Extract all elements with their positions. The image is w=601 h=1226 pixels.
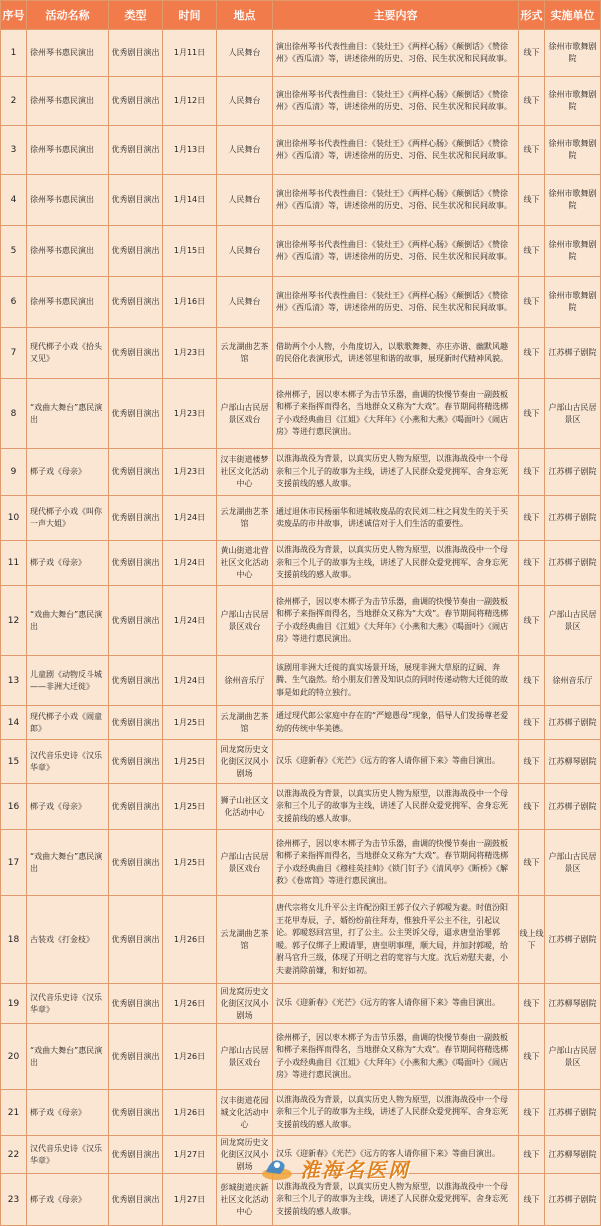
cell-form: 线下 [519, 1174, 545, 1226]
table-row [1, 541, 601, 586]
cell-place: 云龙湖曲艺茶馆 [217, 896, 273, 984]
cell-content: 以淮海战役为背景，以真实历史人物为原型，以淮海战役中一个母亲和三个儿子的故事为主线，讲述了人民群众爱党拥军、舍身忘死支援前线的感人故事。 [273, 1090, 519, 1136]
cell-date: 1月23日 [163, 328, 217, 379]
cell-name: 汉代音乐史诗《汉乐华章》 [27, 984, 109, 1024]
cell-org: 江苏柳琴剧院 [545, 984, 601, 1024]
cell-no: 17 [1, 830, 27, 896]
cell-place: 汉丰街道楼梦社区文化活动中心 [217, 449, 273, 496]
cell-place: 人民舞台 [217, 77, 273, 126]
cell-form: 线下 [519, 706, 545, 740]
header-name: 活动名称 [27, 1, 109, 30]
cell-name: 现代梆子小戏《拾头又见》 [27, 328, 109, 379]
cell-type: 优秀剧目演出 [109, 449, 163, 496]
cell-content: 徐州梆子，因以枣木梆子为击节乐器，曲调的快慢节奏由一副鼓板和梆子来指挥而得名，当地群众又称为“大戏”。春节期间将精选梆子小戏经典曲目《穆桂英挂帅》《锁门钉子》《清风亭》《断桥》《解救》《卷席筒》等进行惠民演出。 [273, 830, 519, 896]
cell-no: 5 [1, 226, 27, 277]
table-row [1, 586, 601, 656]
cell-content: 以淮海战役为背景，以真实历史人物为原型，以淮海战役中一个母亲和三个儿子的故事为主线，讲述了人民群众爱党拥军、舍身忘死支援前线的感人故事。 [273, 449, 519, 496]
cell-type: 优秀剧目演出 [109, 77, 163, 126]
cell-date: 1月24日 [163, 541, 217, 586]
cell-type: 优秀剧目演出 [109, 328, 163, 379]
cell-content: 演出徐州琴书代表性曲目：《装灶王》《两样心肠》《颠倒话》《赞徐州》《西瓜清》等，讲述徐州的历史、习俗、民生状况和民间故事。 [273, 126, 519, 175]
cell-name: 现代梆子小戏《闹童郎》 [27, 706, 109, 740]
cell-name: 梆子戏《母亲》 [27, 1090, 109, 1136]
cell-org: 徐州市歌舞剧院 [545, 126, 601, 175]
cell-org: 徐州市歌舞剧院 [545, 30, 601, 77]
cell-no: 19 [1, 984, 27, 1024]
header-date: 时间 [163, 1, 217, 30]
cell-content: 汉乐《迎新春》《光芒》《远方的客人请你留下来》等曲目演出。 [273, 984, 519, 1024]
cell-form: 线下 [519, 541, 545, 586]
cell-content: 演出徐州琴书代表性曲目：《装灶王》《两样心肠》《颠倒话》《赞徐州》《西瓜清》等，讲述徐州的历史、习俗、民生状况和民间故事。 [273, 226, 519, 277]
cell-date: 1月25日 [163, 740, 217, 784]
cell-name: 梆子戏《母亲》 [27, 784, 109, 830]
table-row [1, 984, 601, 1024]
cell-name: 汉代音乐史诗《汉乐华章》 [27, 740, 109, 784]
cell-date: 1月12日 [163, 77, 217, 126]
cell-name: 徐州琴书惠民演出 [27, 277, 109, 328]
cell-type: 优秀剧目演出 [109, 740, 163, 784]
cell-type: 优秀剧目演出 [109, 830, 163, 896]
cell-name: 梆子戏《母亲》 [27, 1174, 109, 1226]
cell-type: 优秀剧目演出 [109, 1136, 163, 1174]
cell-name: 儿童剧《动物反斗城——非洲大迁徙》 [27, 656, 109, 706]
table-row [1, 706, 601, 740]
table-row [1, 30, 601, 77]
cell-place: 户部山古民居景区戏台 [217, 1024, 273, 1090]
cell-org: 江苏梆子剧院 [545, 1090, 601, 1136]
cell-org: 徐州市歌舞剧院 [545, 175, 601, 226]
cell-place: 户部山古民居景区戏台 [217, 379, 273, 449]
cell-type: 优秀剧目演出 [109, 1090, 163, 1136]
cell-org: 徐州市歌舞剧院 [545, 277, 601, 328]
cell-date: 1月24日 [163, 496, 217, 541]
table-row [1, 226, 601, 277]
cell-form: 线下 [519, 496, 545, 541]
cell-org: 江苏梆子剧院 [545, 1174, 601, 1226]
cell-content: 徐州梆子，因以枣木梆子为击节乐器，曲调的快慢节奏由一副鼓板和梆子来指挥而得名，当地群众又称为“大戏”。春节期间将精选梆子小戏经典曲目《江姐》《大拜年》《小燕和大燕》《喝面叶》《闹店房》等进行惠民演出。 [273, 379, 519, 449]
cell-form: 线下 [519, 77, 545, 126]
cell-org: 江苏梆子剧院 [545, 706, 601, 740]
table-row [1, 126, 601, 175]
cell-org: 江苏梆子剧院 [545, 896, 601, 984]
cell-no: 14 [1, 706, 27, 740]
cell-type: 优秀剧目演出 [109, 784, 163, 830]
table-row [1, 1024, 601, 1090]
cell-type: 优秀剧目演出 [109, 1024, 163, 1090]
cell-type: 优秀剧目演出 [109, 656, 163, 706]
header-no: 序号 [1, 1, 27, 30]
cell-date: 1月26日 [163, 1090, 217, 1136]
cell-no: 13 [1, 656, 27, 706]
cell-no: 10 [1, 496, 27, 541]
cell-date: 1月11日 [163, 30, 217, 77]
cell-name: 徐州琴书惠民演出 [27, 77, 109, 126]
cell-org: 徐州市歌舞剧院 [545, 77, 601, 126]
cell-type: 优秀剧目演出 [109, 277, 163, 328]
cell-place: 云龙湖曲艺茶馆 [217, 328, 273, 379]
header-row [1, 1, 601, 30]
cell-place: 人民舞台 [217, 277, 273, 328]
header-org: 实施单位 [545, 1, 601, 30]
cell-content: 通过现代郎公家庭中存在的“严媳愚母”现象，倡导人们发扬尊老爱幼的传统中华美德。 [273, 706, 519, 740]
cell-name: “戏曲大舞台”惠民演出 [27, 830, 109, 896]
cell-date: 1月13日 [163, 126, 217, 175]
cell-no: 2 [1, 77, 27, 126]
cell-org: 户部山古民居景区 [545, 830, 601, 896]
header-form: 形式 [519, 1, 545, 30]
cell-no: 6 [1, 277, 27, 328]
cell-form: 线下 [519, 784, 545, 830]
cell-form: 线下 [519, 30, 545, 77]
cell-content: 唐代宗将女儿升平公主许配汾阳王郭子仪六子郭暧为妻。时值汾阳王花甲寿辰，子、婿纷纷前往拜寿，惟独升平公主不往，引起议论。郭暧怒回宫里，打了公主。公主哭诉父母，逼求唐皇治罪郭暧。郭子仪绑子上殿请罪，唐皇明事理，顺大局，并加封郭暧，给驸马官升三级，体现了开明之君的宽容与大度。沈后劝慰夫妻，小夫妻消除前嫌，和好如初。 [273, 896, 519, 984]
cell-form: 线上线下 [519, 896, 545, 984]
cell-form: 线下 [519, 449, 545, 496]
cell-type: 优秀剧目演出 [109, 1174, 163, 1226]
cell-form: 线下 [519, 1024, 545, 1090]
cell-org: 江苏梆子剧院 [545, 449, 601, 496]
cell-content: 该剧用非洲大迁徙的真实场景开场，展现非洲大草原的辽阔、奔腾、生气盎然。给小朋友们普及知识点的同时传递动物大迁徙的故事是如此的特立独行。 [273, 656, 519, 706]
cell-place: 人民舞台 [217, 30, 273, 77]
cell-content: 以淮海战役为背景，以真实历史人物为原型，以淮海战役中一个母亲和三个儿子的故事为主线，讲述了人民群众爱党拥军、舍身忘死支援前线的感人故事。 [273, 784, 519, 830]
cell-place: 汉丰街道花园城文化活动中心 [217, 1090, 273, 1136]
cell-org: 户部山古民居景区 [545, 586, 601, 656]
table-row [1, 77, 601, 126]
table-row [1, 277, 601, 328]
cell-no: 8 [1, 379, 27, 449]
table-row [1, 379, 601, 449]
table-row [1, 830, 601, 896]
cell-form: 线下 [519, 656, 545, 706]
cell-date: 1月23日 [163, 379, 217, 449]
cell-content: 演出徐州琴书代表性曲目：《装灶王》《两样心肠》《颠倒话》《赞徐州》《西瓜清》等，讲述徐州的历史、习俗、民生状况和民间故事。 [273, 277, 519, 328]
cell-name: “戏曲大舞台”惠民演出 [27, 379, 109, 449]
cell-place: 回龙窝历史文化街区汉风小剧场 [217, 1136, 273, 1174]
cell-content: 以淮海战役为背景，以真实历史人物为原型，以淮海战役中一个母亲和三个儿子的故事为主线，讲述了人民群众爱党拥军、舍身忘死支援前线的感人故事。 [273, 541, 519, 586]
table-row [1, 496, 601, 541]
cell-name: “戏曲大舞台”惠民演出 [27, 586, 109, 656]
cell-no: 3 [1, 126, 27, 175]
cell-place: 云龙湖曲艺茶馆 [217, 706, 273, 740]
cell-org: 徐州音乐厅 [545, 656, 601, 706]
cell-no: 11 [1, 541, 27, 586]
cell-type: 优秀剧目演出 [109, 706, 163, 740]
cell-place: 云龙湖曲艺茶馆 [217, 496, 273, 541]
cell-place: 人民舞台 [217, 226, 273, 277]
cell-content: 汉乐《迎新春》《光芒》《远方的客人请你留下来》等曲目演出。 [273, 1136, 519, 1174]
cell-date: 1月16日 [163, 277, 217, 328]
cell-name: 古装戏《打金枝》 [27, 896, 109, 984]
cell-form: 线下 [519, 226, 545, 277]
cell-date: 1月27日 [163, 1174, 217, 1226]
cell-name: 梆子戏《母亲》 [27, 449, 109, 496]
cell-form: 线下 [519, 830, 545, 896]
cell-name: 徐州琴书惠民演出 [27, 226, 109, 277]
cell-content: 通过退休市民杨丽华和进城收废品的农民刘二柱之间发生的关于买卖废品的市井故事，讲述诚信对于人们生活的重要性。 [273, 496, 519, 541]
cell-place: 户部山古民居景区戏台 [217, 586, 273, 656]
cell-type: 优秀剧目演出 [109, 126, 163, 175]
cell-date: 1月15日 [163, 226, 217, 277]
cell-date: 1月25日 [163, 784, 217, 830]
cell-name: 徐州琴书惠民演出 [27, 126, 109, 175]
cell-content: 以淮海战役为背景，以真实历史人物为原型，以淮海战役中一个母亲和三个儿子的故事为主线，讲述了人民群众爱党拥军、舍身忘死支援前线的感人故事。 [273, 1174, 519, 1226]
cell-form: 线下 [519, 175, 545, 226]
cell-type: 优秀剧目演出 [109, 541, 163, 586]
cell-type: 优秀剧目演出 [109, 586, 163, 656]
cell-org: 户部山古民居景区 [545, 1024, 601, 1090]
cell-type: 优秀剧目演出 [109, 175, 163, 226]
cell-place: 回龙窝历史文化街区汉风小剧场 [217, 984, 273, 1024]
table-row [1, 175, 601, 226]
cell-type: 优秀剧目演出 [109, 30, 163, 77]
cell-no: 18 [1, 896, 27, 984]
cell-form: 线下 [519, 1136, 545, 1174]
cell-name: “戏曲大舞台”惠民演出 [27, 1024, 109, 1090]
cell-place: 人民舞台 [217, 175, 273, 226]
cell-form: 线下 [519, 126, 545, 175]
cell-no: 1 [1, 30, 27, 77]
table-row [1, 740, 601, 784]
header-type: 类型 [109, 1, 163, 30]
cell-org: 徐州市歌舞剧院 [545, 226, 601, 277]
cell-date: 1月25日 [163, 706, 217, 740]
table-row [1, 656, 601, 706]
cell-org: 江苏柳琴剧院 [545, 1136, 601, 1174]
cell-no: 12 [1, 586, 27, 656]
cell-type: 优秀剧目演出 [109, 896, 163, 984]
cell-no: 20 [1, 1024, 27, 1090]
cell-type: 优秀剧目演出 [109, 984, 163, 1024]
table-row [1, 1136, 601, 1174]
cell-form: 线下 [519, 740, 545, 784]
table-row [1, 1090, 601, 1136]
cell-no: 7 [1, 328, 27, 379]
cell-place: 黄山街道北营社区文化活动中心 [217, 541, 273, 586]
cell-form: 线下 [519, 1090, 545, 1136]
cell-name: 汉代音乐史诗《汉乐华章》 [27, 1136, 109, 1174]
cell-date: 1月24日 [163, 586, 217, 656]
watermark-text: 淮海名医网 [300, 1157, 410, 1182]
cell-form: 线下 [519, 586, 545, 656]
header-content: 主要内容 [273, 1, 519, 30]
cell-date: 1月24日 [163, 656, 217, 706]
cell-content: 演出徐州琴书代表性曲目：《装灶王》《两样心肠》《颠倒话》《赞徐州》《西瓜清》等，讲述徐州的历史、习俗、民生状况和民间故事。 [273, 77, 519, 126]
cell-date: 1月23日 [163, 449, 217, 496]
cell-place: 彭城街道庆新社区文化活动中心 [217, 1174, 273, 1226]
cell-type: 优秀剧目演出 [109, 226, 163, 277]
cell-content: 徐州梆子，因以枣木梆子为击节乐器，曲调的快慢节奏由一副鼓板和梆子来指挥而得名，当地群众又称为“大戏”。春节期间将精选梆子小戏经典曲目《江姐》《大拜年》《小燕和大燕》《喝面叶》《闹店房》等进行惠民演出。 [273, 1024, 519, 1090]
cell-place: 回龙窝历史文化街区汉风小剧场 [217, 740, 273, 784]
cell-form: 线下 [519, 984, 545, 1024]
cell-org: 江苏梆子剧院 [545, 496, 601, 541]
cell-name: 梆子戏《母亲》 [27, 541, 109, 586]
cell-name: 徐州琴书惠民演出 [27, 30, 109, 77]
cell-place: 徐州音乐厅 [217, 656, 273, 706]
cell-type: 优秀剧目演出 [109, 496, 163, 541]
cell-content: 借助两个小人物，小角度切入，以歌歌舞舞、亦庄亦谐、幽默风趣的民俗化表演形式，讲述邻里和谐的故事，展现新时代精神风貌。 [273, 328, 519, 379]
cell-name: 徐州琴书惠民演出 [27, 175, 109, 226]
cell-form: 线下 [519, 379, 545, 449]
cell-org: 户部山古民居景区 [545, 379, 601, 449]
cell-place: 人民舞台 [217, 126, 273, 175]
cell-content: 徐州梆子，因以枣木梆子为击节乐器，曲调的快慢节奏由一副鼓板和梆子来指挥而得名，当地群众又称为“大戏”。春节期间将精选梆子小戏经典曲目《江姐》《大拜年》《小燕和大燕》《喝面叶》《闹店房》等进行惠民演出。 [273, 586, 519, 656]
cell-place: 狮子山社区文化活动中心 [217, 784, 273, 830]
cell-date: 1月25日 [163, 830, 217, 896]
cell-no: 9 [1, 449, 27, 496]
table-row [1, 784, 601, 830]
table-row [1, 449, 601, 496]
cell-no: 4 [1, 175, 27, 226]
cell-date: 1月26日 [163, 896, 217, 984]
table-row [1, 328, 601, 379]
header-place: 地点 [217, 1, 273, 30]
cell-content: 演出徐州琴书代表性曲目：《装灶王》《两样心肠》《颠倒话》《赞徐州》《西瓜清》等，讲述徐州的历史、习俗、民生状况和民间故事。 [273, 175, 519, 226]
cell-date: 1月26日 [163, 1024, 217, 1090]
cell-no: 15 [1, 740, 27, 784]
cell-date: 1月26日 [163, 984, 217, 1024]
cell-content: 汉乐《迎新春》《光芒》《远方的客人请你留下来》等曲目演出。 [273, 740, 519, 784]
cell-org: 江苏梆子剧院 [545, 328, 601, 379]
cell-org: 江苏梆子剧院 [545, 541, 601, 586]
cell-no: 23 [1, 1174, 27, 1226]
cell-date: 1月27日 [163, 1136, 217, 1174]
cell-type: 优秀剧目演出 [109, 379, 163, 449]
table-row [1, 1174, 601, 1226]
cell-org: 江苏梆子剧院 [545, 784, 601, 830]
cell-place: 户部山古民居景区戏台 [217, 830, 273, 896]
cell-form: 线下 [519, 328, 545, 379]
cell-no: 21 [1, 1090, 27, 1136]
cell-form: 线下 [519, 277, 545, 328]
table-row [1, 896, 601, 984]
cell-name: 现代梆子小戏《叫你一声大姐》 [27, 496, 109, 541]
cell-no: 22 [1, 1136, 27, 1174]
cell-org: 江苏柳琴剧院 [545, 740, 601, 784]
cell-no: 16 [1, 784, 27, 830]
cell-date: 1月14日 [163, 175, 217, 226]
cell-content: 演出徐州琴书代表性曲目：《装灶王》《两样心肠》《颠倒话》《赞徐州》《西瓜清》等，讲述徐州的历史、习俗、民生状况和民间故事。 [273, 30, 519, 77]
